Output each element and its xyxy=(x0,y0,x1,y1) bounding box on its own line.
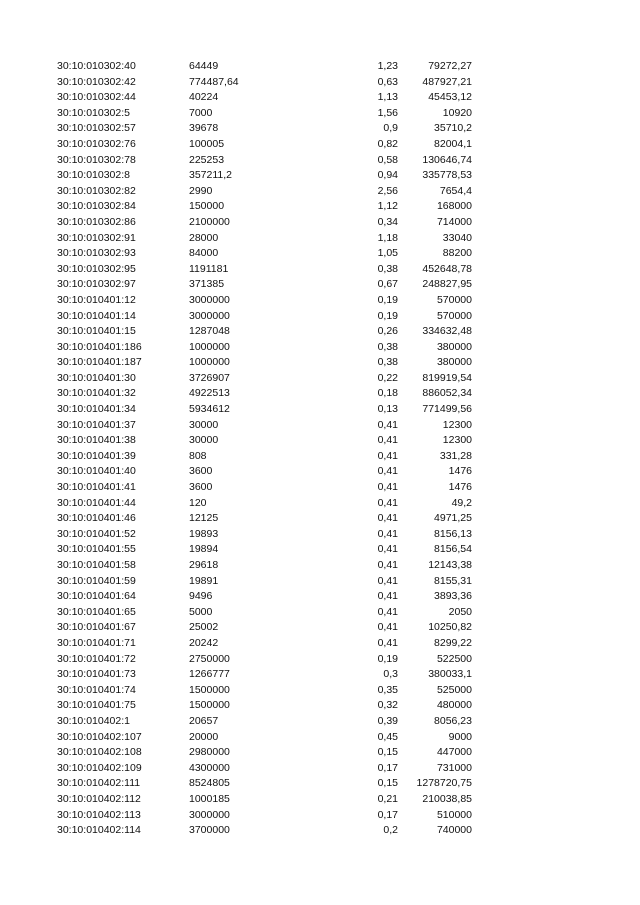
cadastral-number-cell: 30:10:010302:76 xyxy=(57,137,136,150)
table-row xyxy=(0,121,640,137)
area-value-cell: 29618 xyxy=(189,559,219,571)
rate-cell: 0,41 xyxy=(377,605,398,618)
area-value-cell: 2980000 xyxy=(189,746,230,759)
area-value-cell: 1500000 xyxy=(189,699,230,712)
rate-cell: 0,17 xyxy=(377,808,398,821)
area-value-cell: 808 xyxy=(189,449,207,462)
amount-cell: 8155,31 xyxy=(434,574,472,587)
cadastral-number-cell: 30:10:010401:40 xyxy=(57,465,136,478)
amount-cell: 88200 xyxy=(442,247,472,260)
area-value-cell: 3600 xyxy=(189,481,213,494)
rate-cell: 0,41 xyxy=(377,574,398,587)
area-value-cell: 1287048 xyxy=(189,325,230,338)
table-row xyxy=(0,355,640,371)
amount-cell: 12300 xyxy=(442,418,472,431)
amount-cell: 731000 xyxy=(436,761,472,774)
cadastral-number-cell: 30:10:010401:44 xyxy=(57,496,136,509)
rate-cell: 1,12 xyxy=(377,200,398,213)
amount-cell: 819919,54 xyxy=(422,371,472,384)
table-row xyxy=(0,168,640,184)
rate-cell: 0,63 xyxy=(377,75,398,88)
amount-cell: 9000 xyxy=(448,730,472,743)
area-value-cell: 20242 xyxy=(189,636,219,649)
cadastral-number-cell: 30:10:010302:78 xyxy=(57,153,136,166)
area-value-cell: 2990 xyxy=(189,184,213,197)
rate-cell: 2,56 xyxy=(377,184,398,197)
area-value-cell: 225253 xyxy=(189,153,225,166)
table-row xyxy=(0,558,640,574)
area-value-cell: 371385 xyxy=(189,278,225,291)
cadastral-number-cell: 30:10:010401:46 xyxy=(57,512,136,525)
area-value-cell: 3000000 xyxy=(189,293,230,306)
cadastral-number-cell: 30:10:010302:91 xyxy=(57,231,136,244)
area-value-cell: 30000 xyxy=(189,434,219,447)
table-row xyxy=(0,745,640,761)
rate-cell: 0,35 xyxy=(377,683,398,696)
amount-cell: 525000 xyxy=(436,683,472,696)
rate-cell: 0,22 xyxy=(377,371,398,384)
rate-cell: 0,15 xyxy=(377,746,398,759)
rate-cell: 0,38 xyxy=(377,262,398,275)
area-value-cell: 120 xyxy=(189,496,207,509)
cadastral-number-cell: 30:10:010401:64 xyxy=(57,590,136,603)
area-value-cell: 1000185 xyxy=(189,792,230,805)
cadastral-number-cell: 30:10:010401:37 xyxy=(57,418,136,431)
table-row xyxy=(0,293,640,309)
rate-cell: 0,9 xyxy=(383,122,398,135)
amount-cell: 480000 xyxy=(436,699,472,712)
area-value-cell: 357211,2 xyxy=(189,169,233,182)
rate-cell: 0,32 xyxy=(377,699,398,712)
table-row xyxy=(0,823,640,839)
table-row xyxy=(0,324,640,340)
rate-cell: 0,41 xyxy=(377,418,398,431)
area-value-cell: 3700000 xyxy=(189,824,230,837)
cadastral-number-cell: 30:10:010401:14 xyxy=(57,309,136,322)
rate-cell: 0,41 xyxy=(377,621,398,634)
area-value-cell: 3726907 xyxy=(189,371,230,384)
area-value-cell: 1266777 xyxy=(189,668,230,681)
amount-cell: 8156,54 xyxy=(434,543,472,556)
cadastral-number-cell: 30:10:010401:75 xyxy=(57,699,136,712)
rate-cell: 0,41 xyxy=(377,496,398,509)
cadastral-number-cell: 30:10:010302:95 xyxy=(57,262,136,275)
area-value-cell: 3600 xyxy=(189,465,213,478)
cadastral-number-cell: 30:10:010402:1 xyxy=(57,714,130,727)
rate-cell: 0,19 xyxy=(377,652,398,665)
rate-cell: 0,34 xyxy=(377,215,398,228)
table-row xyxy=(0,511,640,527)
cadastral-number-cell: 30:10:010401:38 xyxy=(57,434,136,447)
table-row xyxy=(0,761,640,777)
amount-cell: 79272,27 xyxy=(428,60,472,72)
rate-cell: 0,26 xyxy=(377,325,398,338)
area-value-cell: 25002 xyxy=(189,621,219,634)
rate-cell: 0,21 xyxy=(377,792,398,805)
cadastral-number-cell: 30:10:010302:40 xyxy=(57,60,136,72)
amount-cell: 522500 xyxy=(436,652,472,665)
table-row xyxy=(0,605,640,621)
amount-cell: 45453,12 xyxy=(428,91,472,104)
area-value-cell: 20657 xyxy=(189,714,219,727)
rate-cell: 1,13 xyxy=(377,91,398,104)
rate-cell: 0,41 xyxy=(377,636,398,649)
cadastral-number-cell: 30:10:010401:12 xyxy=(57,293,136,306)
rate-cell: 0,41 xyxy=(377,543,398,556)
area-value-cell: 19894 xyxy=(189,543,219,556)
area-value-cell: 774487,64 xyxy=(189,75,239,88)
area-value-cell: 19893 xyxy=(189,527,219,540)
table-row xyxy=(0,309,640,325)
cadastral-number-cell: 30:10:010302:84 xyxy=(57,200,136,213)
cadastral-number-cell: 30:10:010401:67 xyxy=(57,621,136,634)
cadastral-number-cell: 30:10:010401:74 xyxy=(57,683,136,696)
table-row xyxy=(0,776,640,792)
table-row xyxy=(0,59,640,75)
cadastral-number-cell: 30:10:010402:107 xyxy=(57,730,142,743)
cadastral-number-cell: 30:10:010401:41 xyxy=(57,481,136,494)
cadastral-number-cell: 30:10:010302:93 xyxy=(57,247,136,260)
cadastral-number-cell: 30:10:010302:44 xyxy=(57,91,136,104)
amount-cell: 334632,48 xyxy=(422,325,472,338)
amount-cell: 168000 xyxy=(436,200,472,213)
amount-cell: 248827,95 xyxy=(422,278,472,291)
amount-cell: 210038,85 xyxy=(422,792,472,805)
cadastral-number-cell: 30:10:010401:39 xyxy=(57,449,136,462)
cadastral-number-cell: 30:10:010401:73 xyxy=(57,668,136,681)
amount-cell: 12300 xyxy=(442,434,472,447)
rate-cell: 0,58 xyxy=(377,153,398,166)
table-row xyxy=(0,449,640,465)
area-value-cell: 5934612 xyxy=(189,403,230,416)
amount-cell: 1278720,75 xyxy=(416,777,472,790)
amount-cell: 33040 xyxy=(442,231,472,244)
amount-cell: 12143,38 xyxy=(428,559,472,571)
rate-cell: 0,19 xyxy=(377,309,398,322)
amount-cell: 331,28 xyxy=(439,449,472,462)
cadastral-number-cell: 30:10:010401:186 xyxy=(57,340,142,353)
table-row xyxy=(0,574,640,590)
table-row xyxy=(0,215,640,231)
amount-cell: 7654,4 xyxy=(439,184,472,197)
area-value-cell: 30000 xyxy=(189,418,219,431)
cadastral-number-cell: 30:10:010401:34 xyxy=(57,403,136,416)
area-value-cell: 3000000 xyxy=(189,808,230,821)
area-value-cell: 40224 xyxy=(189,91,219,104)
table-row xyxy=(0,106,640,122)
rate-cell: 0,17 xyxy=(377,761,398,774)
rate-cell: 0,41 xyxy=(377,590,398,603)
table-row xyxy=(0,137,640,153)
table-row xyxy=(0,75,640,91)
cadastral-number-cell: 30:10:010302:97 xyxy=(57,278,136,291)
area-value-cell: 1500000 xyxy=(189,683,230,696)
amount-cell: 4971,25 xyxy=(434,512,472,525)
table-row xyxy=(0,620,640,636)
amount-cell: 35710,2 xyxy=(434,122,472,135)
table-row xyxy=(0,371,640,387)
cadastral-number-cell: 30:10:010402:109 xyxy=(57,761,142,774)
rate-cell: 0,67 xyxy=(377,278,398,291)
area-value-cell: 1000000 xyxy=(189,356,230,369)
table-row xyxy=(0,792,640,808)
area-value-cell: 2750000 xyxy=(189,652,230,665)
rate-cell: 0,94 xyxy=(377,169,398,182)
area-value-cell: 1191181 xyxy=(189,262,229,275)
amount-cell: 10250,82 xyxy=(428,621,472,634)
rate-cell: 0,41 xyxy=(377,449,398,462)
area-value-cell: 4922513 xyxy=(189,387,230,400)
table-row xyxy=(0,386,640,402)
cadastral-number-cell: 30:10:010401:71 xyxy=(57,636,136,649)
rate-cell: 0,38 xyxy=(377,340,398,353)
table-row xyxy=(0,808,640,824)
amount-cell: 510000 xyxy=(436,808,472,821)
table-row xyxy=(0,90,640,106)
area-value-cell: 1000000 xyxy=(189,340,230,353)
amount-cell: 570000 xyxy=(436,309,472,322)
cadastral-number-cell: 30:10:010401:30 xyxy=(57,371,136,384)
rate-cell: 1,56 xyxy=(377,106,398,119)
table-row xyxy=(0,542,640,558)
amount-cell: 487927,21 xyxy=(422,75,472,88)
amount-cell: 8056,23 xyxy=(434,714,472,727)
area-value-cell: 5000 xyxy=(189,605,213,618)
cadastral-number-cell: 30:10:010401:15 xyxy=(57,325,136,338)
cadastral-number-cell: 30:10:010401:52 xyxy=(57,527,136,540)
amount-cell: 3893,36 xyxy=(434,590,472,603)
cadastral-number-cell: 30:10:010401:65 xyxy=(57,605,136,618)
area-value-cell: 39678 xyxy=(189,122,219,135)
rate-cell: 0,41 xyxy=(377,465,398,478)
table-row xyxy=(0,464,640,480)
amount-cell: 452648,78 xyxy=(422,262,472,275)
table-row xyxy=(0,589,640,605)
cadastral-number-cell: 30:10:010402:114 xyxy=(57,824,141,837)
table-row xyxy=(0,730,640,746)
rate-cell: 0,41 xyxy=(377,559,398,571)
table-row xyxy=(0,277,640,293)
rate-cell: 0,18 xyxy=(377,387,398,400)
table-row xyxy=(0,496,640,512)
table-row xyxy=(0,714,640,730)
cadastral-number-cell: 30:10:010402:108 xyxy=(57,746,142,759)
area-value-cell: 7000 xyxy=(189,106,213,119)
area-value-cell: 20000 xyxy=(189,730,219,743)
rate-cell: 1,05 xyxy=(377,247,398,260)
rate-cell: 0,82 xyxy=(377,137,398,150)
table-row xyxy=(0,340,640,356)
rate-cell: 0,15 xyxy=(377,777,398,790)
amount-cell: 8156,13 xyxy=(434,527,472,540)
cadastral-number-cell: 30:10:010402:113 xyxy=(57,808,141,821)
table-row xyxy=(0,667,640,683)
cadastral-number-cell: 30:10:010302:8 xyxy=(57,169,130,182)
area-value-cell: 19891 xyxy=(189,574,219,587)
area-value-cell: 28000 xyxy=(189,231,219,244)
cadastral-number-cell: 30:10:010401:55 xyxy=(57,543,136,556)
cadastral-number-cell: 30:10:010401:32 xyxy=(57,387,136,400)
table-row xyxy=(0,433,640,449)
table-row xyxy=(0,698,640,714)
amount-cell: 10920 xyxy=(442,106,472,119)
table-row xyxy=(0,231,640,247)
table-row xyxy=(0,683,640,699)
rate-cell: 0,41 xyxy=(377,527,398,540)
amount-cell: 380033,1 xyxy=(428,668,472,681)
amount-cell: 714000 xyxy=(436,215,472,228)
cadastral-number-cell: 30:10:010401:187 xyxy=(57,356,142,369)
cadastral-number-cell: 30:10:010402:112 xyxy=(57,792,141,805)
table-row xyxy=(0,418,640,434)
rate-cell: 0,41 xyxy=(377,434,398,447)
amount-cell: 740000 xyxy=(436,824,472,837)
rate-cell: 0,3 xyxy=(383,668,398,681)
area-value-cell: 8524805 xyxy=(189,777,230,790)
area-value-cell: 3000000 xyxy=(189,309,230,322)
table-row xyxy=(0,480,640,496)
rate-cell: 0,19 xyxy=(377,293,398,306)
rate-cell: 0,45 xyxy=(377,730,398,743)
rate-cell: 1,18 xyxy=(377,231,398,244)
rate-cell: 0,41 xyxy=(377,481,398,494)
area-value-cell: 9496 xyxy=(189,590,213,603)
table-row xyxy=(0,199,640,215)
area-value-cell: 150000 xyxy=(189,200,225,213)
amount-cell: 380000 xyxy=(436,356,472,369)
area-value-cell: 84000 xyxy=(189,247,219,260)
table-row xyxy=(0,184,640,200)
cadastral-number-cell: 30:10:010302:57 xyxy=(57,122,136,135)
amount-cell: 771499,56 xyxy=(422,403,472,416)
area-value-cell: 2100000 xyxy=(189,215,230,228)
amount-cell: 447000 xyxy=(436,746,472,759)
cadastral-number-cell: 30:10:010302:82 xyxy=(57,184,136,197)
amount-cell: 8299,22 xyxy=(434,636,472,649)
amount-cell: 49,2 xyxy=(451,496,472,509)
table-row xyxy=(0,527,640,543)
rate-cell: 0,13 xyxy=(377,403,398,416)
amount-cell: 335778,53 xyxy=(422,169,472,182)
area-value-cell: 100005 xyxy=(189,137,225,150)
rate-cell: 0,2 xyxy=(383,824,398,837)
table-row xyxy=(0,153,640,169)
amount-cell: 570000 xyxy=(436,293,472,306)
rate-cell: 1,23 xyxy=(377,60,398,72)
table-row xyxy=(0,246,640,262)
table-row xyxy=(0,652,640,668)
area-value-cell: 4300000 xyxy=(189,761,230,774)
cadastral-number-cell: 30:10:010302:5 xyxy=(57,106,130,119)
table-row xyxy=(0,402,640,418)
amount-cell: 82004,1 xyxy=(434,137,472,150)
rate-cell: 0,41 xyxy=(377,512,398,525)
amount-cell: 1476 xyxy=(448,481,472,494)
cadastral-number-cell: 30:10:010401:58 xyxy=(57,559,136,571)
amount-cell: 1476 xyxy=(448,465,472,478)
cadastral-number-cell: 30:10:010401:72 xyxy=(57,652,136,665)
data-table xyxy=(0,59,640,839)
area-value-cell: 64449 xyxy=(189,60,219,72)
cadastral-number-cell: 30:10:010401:59 xyxy=(57,574,136,587)
amount-cell: 130646,74 xyxy=(422,153,472,166)
table-row xyxy=(0,636,640,652)
area-value-cell: 12125 xyxy=(189,512,219,525)
amount-cell: 886052,34 xyxy=(422,387,472,400)
cadastral-number-cell: 30:10:010302:42 xyxy=(57,75,136,88)
rate-cell: 0,38 xyxy=(377,356,398,369)
table-row xyxy=(0,262,640,278)
amount-cell: 380000 xyxy=(436,340,472,353)
amount-cell: 2050 xyxy=(448,605,472,618)
cadastral-number-cell: 30:10:010402:111 xyxy=(57,777,141,790)
cadastral-number-cell: 30:10:010302:86 xyxy=(57,215,136,228)
rate-cell: 0,39 xyxy=(377,714,398,727)
